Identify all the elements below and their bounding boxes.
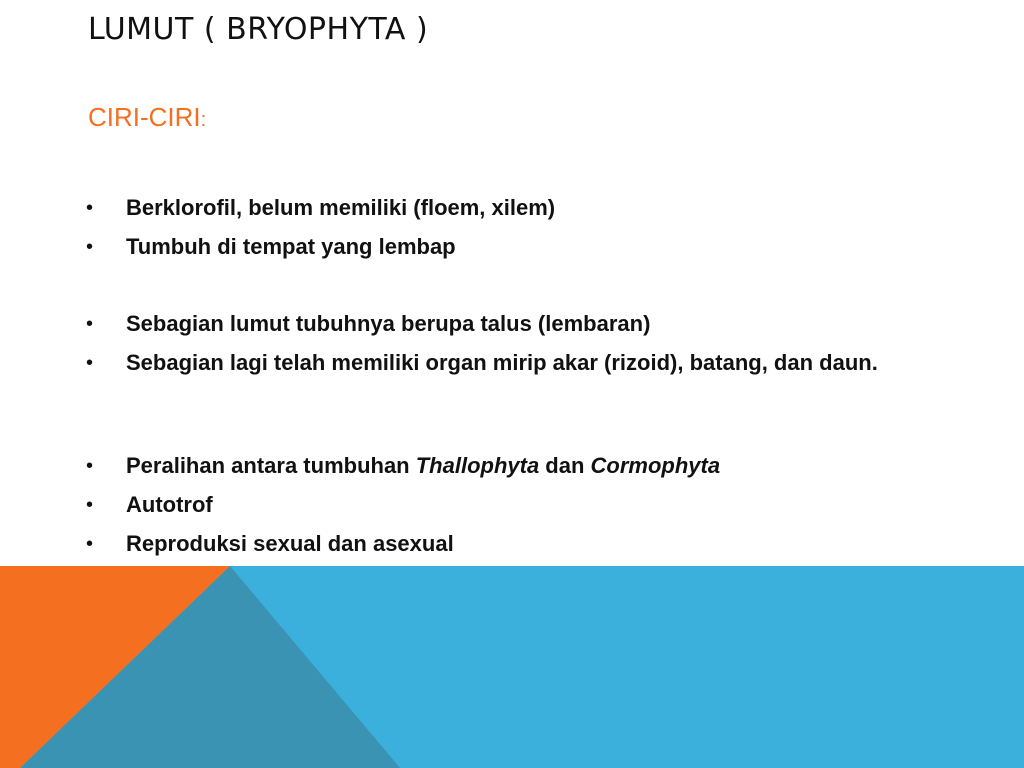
bullet-text: Autotrof [126, 492, 213, 517]
bullet-item [86, 350, 886, 376]
slide-title: LUMUT ( BRYOPHYTA ) [88, 12, 429, 47]
bullet-item [86, 531, 946, 557]
bullet-dot: • [86, 455, 94, 477]
bullet-dot: • [86, 533, 94, 555]
bullet-item [86, 234, 946, 260]
bullet-dot: • [86, 313, 94, 335]
slide-subtitle [88, 100, 206, 137]
subtitle-text: CIRI-CIRI [88, 102, 201, 132]
bullet-text: Sebagian lagi telah memiliki organ mirip akar (rizoid), batang, dan daun. [126, 350, 878, 375]
bullet-item [86, 453, 946, 479]
bullet-text: Reproduksi sexual dan asexual [126, 531, 454, 556]
bullet-text-part: Peralihan antara tumbuhan [126, 453, 416, 478]
bullet-item [86, 311, 946, 337]
bullet-text: Tumbuh di tempat yang lembap [126, 234, 456, 259]
bullet-text-part: dan [539, 453, 591, 478]
bullet-text: Sebagian lumut tubuhnya berupa talus (lembaran) [126, 311, 651, 336]
decorative-band [0, 566, 1024, 768]
bullet-dot: • [86, 494, 94, 516]
bullet-item [86, 195, 946, 221]
bullet-dot: • [86, 352, 94, 374]
bullet-dot: • [86, 197, 94, 219]
subtitle-colon: : [200, 109, 207, 131]
bullet-text [126, 453, 946, 479]
taxon-name: Thallophyta [415, 453, 540, 478]
bullet-dot: • [86, 236, 94, 258]
bullet-item [86, 492, 946, 518]
taxon-name: Cormophyta [590, 453, 721, 478]
bullet-text: Berklorofil, belum memiliki (floem, xilem) [126, 195, 556, 220]
